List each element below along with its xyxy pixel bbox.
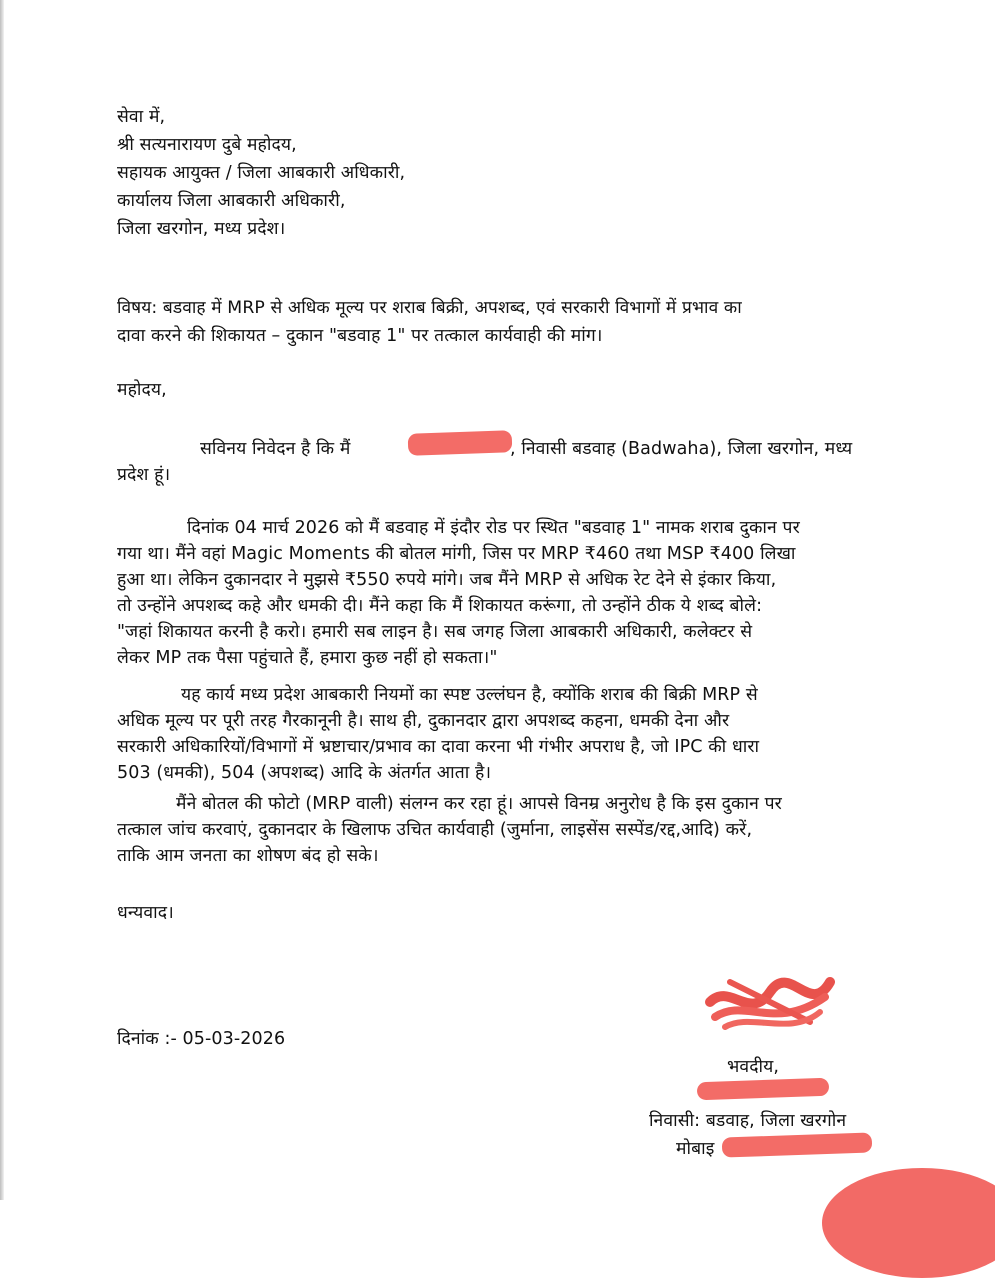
signer-name-redaction (697, 1078, 830, 1101)
salutation: महोदय, (117, 380, 167, 400)
para1-line-6: लेकर MP तक पैसा पहुंचाते हैं, हमारा कुछ नहीं हो सकता।" (117, 648, 498, 668)
para2-line-1: यह कार्य मध्य प्रदेश आबकारी नियमों का स्पष्ट उल्लंघन है, क्योंकि शराब की बिक्री MRP से (181, 685, 758, 705)
address-line-3: सहायक आयुक्त / जिला आबकारी अधिकारी, (117, 163, 406, 183)
para1-line-4: तो उन्होंने अपशब्द कहे और धमकी दी। मैंने कहा कि मैं शिकायत करूंगा, तो उन्होंने ठीक ये शब्द बोले: (117, 596, 763, 616)
para3-line-3: ताकि आम जनता का शोषण बंद हो सके। (117, 846, 379, 866)
subject-line-1: विषय: बडवाह में MRP से अधिक मूल्य पर शराब बिक्री, अपशब्द, एवं सरकारी विभागों में प्रभाव का (117, 298, 742, 318)
para2-line-3: सरकारी अधिकारियों/विभागों में भ्रष्टाचार/प्रभाव का दावा करना भी गंभीर अपराध है, जो IPC की धारा (117, 737, 760, 757)
date: दिनांक :- 05-03-2026 (117, 1029, 286, 1049)
address-line-4: कार्यालय जिला आबकारी अधिकारी, (117, 191, 346, 211)
para1-line-3: हुआ था। लेकिन दुकानदार ने मुझसे ₹550 रुपये मांगे। जब मैंने MRP से अधिक रेट देने से इंकार किया, (117, 570, 777, 590)
intro-suffix: , निवासी बडवाह (Badwaha), जिला खरगोन, मध्य (510, 439, 853, 459)
address-line-1: सेवा में, (117, 107, 166, 127)
para1-line-5: "जहां शिकायत करनी है करो। हमारी सब लाइन है। सब जगह जिला आबकारी अधिकारी, कलेक्टर से (117, 622, 753, 642)
mobile-label: मोबाइ (676, 1139, 715, 1159)
name-redaction (408, 430, 513, 456)
thanks: धन्यवाद। (117, 903, 174, 923)
para3-line-1: मैंने बोतल की फोटो (MRP वाली) संलग्न कर रहा हूं। आपसे विनम्र अनुरोध है कि इस दुकान पर (176, 794, 782, 814)
para2-line-2: अधिक मूल्य पर पूरी तरह गैरकानूनी है। साथ ही, दुकानदार द्वारा अपशब्द कहना, धमकी देना और (117, 711, 730, 731)
para3-line-2: तत्काल जांच करवाएं, दुकानदार के खिलाफ उचित कार्यवाही (जुर्माना, लाइसेंस सस्पेंड/रद्द,आदि) करें, (117, 820, 753, 840)
address-line-2: श्री सत्यनारायण दुबे महोदय, (117, 135, 297, 155)
para1-line-2: गया था। मैंने वहां Magic Moments की बोतल मांगी, जिस पर MRP ₹460 तथा MSP ₹400 लिखा (117, 544, 796, 564)
corner-red-mark (822, 1168, 995, 1278)
para2-line-4: 503 (धमकी), 504 (अपशब्द) आदि के अंतर्गत आता है। (117, 763, 492, 783)
closing: भवदीय, (727, 1057, 780, 1077)
signature-scribble (690, 962, 850, 1052)
intro-prefix: सविनय निवेदन है कि मैं (200, 439, 351, 459)
residence: निवासी: बडवाह, जिला खरगोन (649, 1111, 847, 1131)
para1-line-1: दिनांक 04 मार्च 2026 को मैं बडवाह में इंदौर रोड पर स्थित "बडवाह 1" नामक शराब दुकान पर (187, 518, 800, 538)
subject-line-2: दावा करने की शिकायत – दुकान "बडवाह 1" पर तत्काल कार्यवाही की मांग। (117, 326, 603, 346)
intro-line-2: प्रदेश हूं। (117, 465, 171, 485)
mobile-redaction (722, 1132, 873, 1157)
address-line-5: जिला खरगोन, मध्य प्रदेश। (117, 219, 286, 239)
